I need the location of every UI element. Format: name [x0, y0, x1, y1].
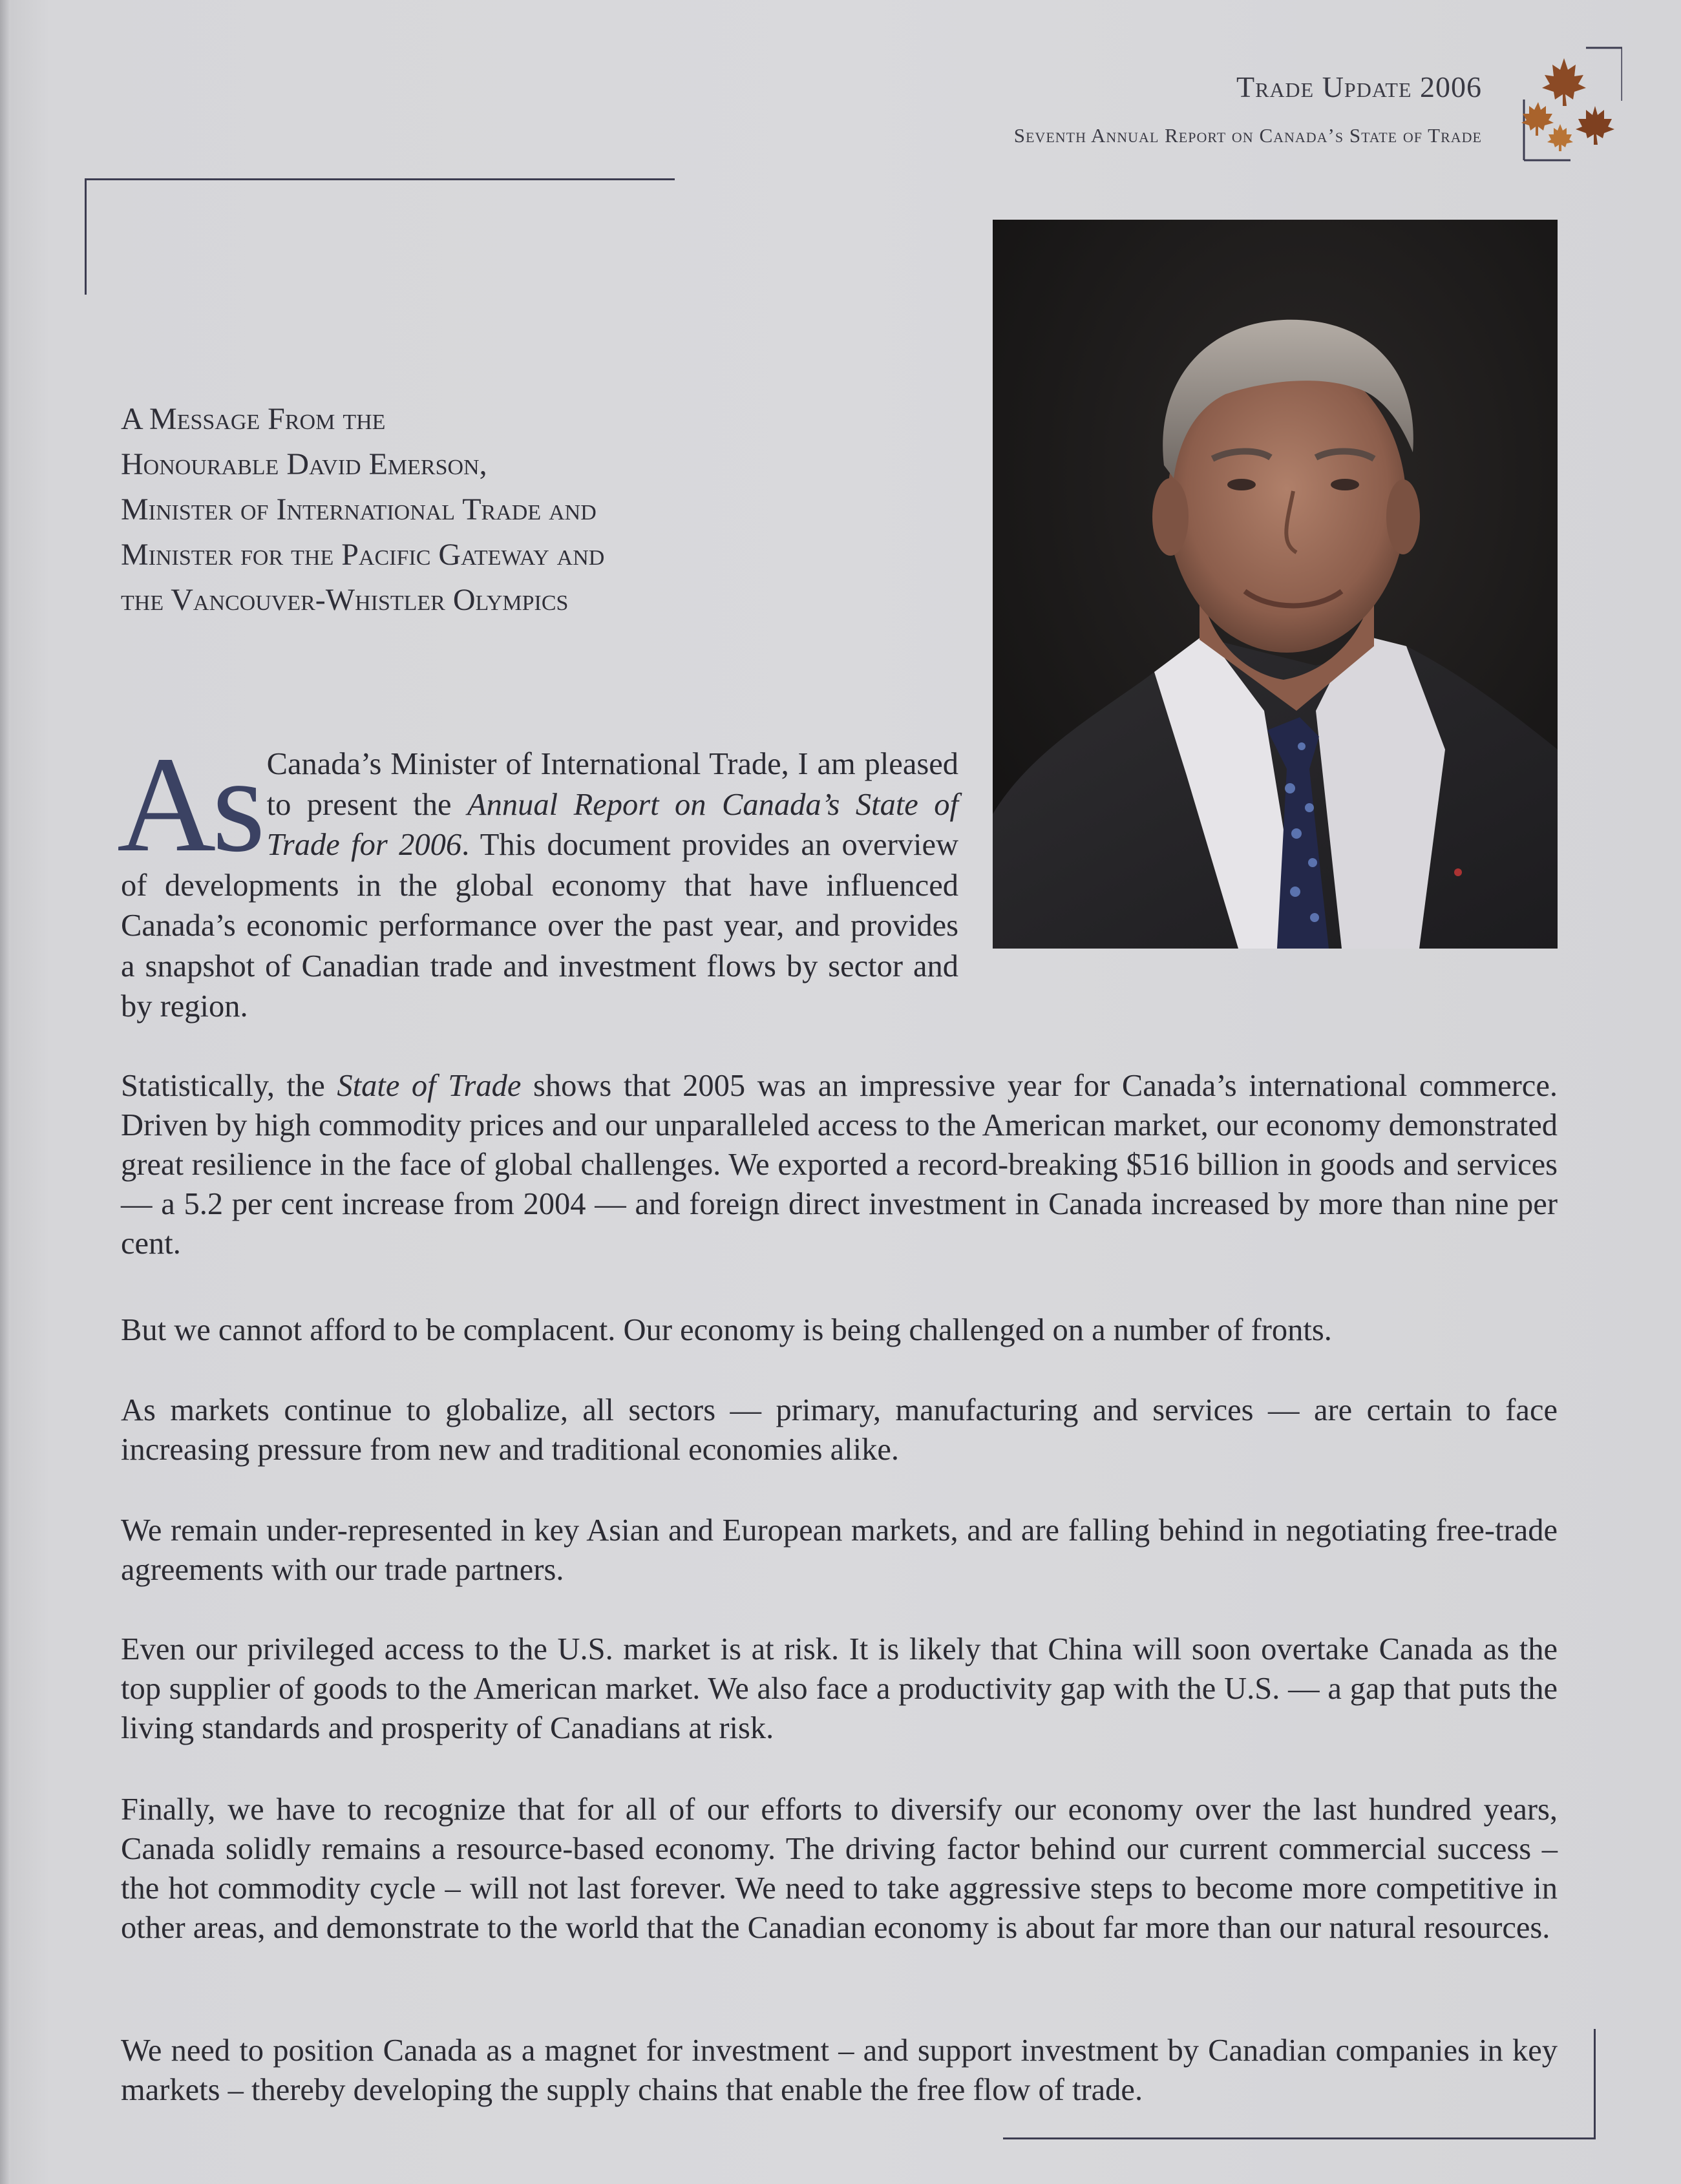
intro-paragraph [117, 728, 959, 1027]
paragraph-us-market: Even our privileged access to the U.S. market is at risk. It is likely that China will soon overtake Canada as the top supplier of goods to the American market. We also face a productivity gap with the U.S. — a gap that puts the living standards and prosperity of Canadians at risk. [121, 1632, 1558, 1745]
title-line-1: A Message From the [121, 402, 386, 436]
running-header-subtitle: Seventh Annual Report on Canada’s State of Trade [1013, 124, 1482, 147]
paragraph-complacent: But we cannot afford to be complacent. Our economy is being challenged on a number of fronts. [121, 1313, 1332, 1347]
drop-cap: As [117, 728, 262, 880]
paragraph-investment: We need to position Canada as a magnet for investment – and support investment by Canadian companies in key markets – thereby developing the supply chains that enable the free flow of trade. [121, 2033, 1558, 2107]
paragraph-resource-economy: Finally, we have to recognize that for all of our efforts to diversify our economy over the last hundred years, Canada solidly remains a resource-based economy. The driving factor behind our current commercial success – the hot commodity cycle – will not last forever. We need to take aggressive steps to become more competitive in other areas, and demonstrate to the world that the Canadian economy is about far more than our natural resources. [121, 1792, 1558, 1945]
paragraph-globalize: As markets continue to globalize, all sectors — primary, manufacturing and services — are certain to face increasing pressure from new and traditional economies alike. [121, 1393, 1558, 1467]
title-line-5: the Vancouver-Whistler Olympics [121, 583, 569, 617]
intro-text-2: . This document provides an overview of developments in the global economy that have influenced Canada’s economic performance over the past year, and provides a snapshot of Canadian trade and investment flows by sector and by region. [121, 828, 958, 1024]
title-line-4: Minister for the Pacific Gateway and [121, 538, 605, 572]
title-line-2: Honourable David Emerson, [121, 447, 487, 481]
p1-state-of-trade: State of Trade [337, 1069, 522, 1103]
frame-bottom-right-horizontal [1003, 2137, 1596, 2139]
running-header-title: Trade Update 2006 [1236, 70, 1482, 103]
paragraph-under-represented: We remain under-represented in key Asian and European markets, and are falling behind in negotiating free-trade agreements with our trade partners. [121, 1513, 1558, 1587]
intro-text-1: Canada’s Minister of International Trade, I am pleased to present the [266, 747, 958, 822]
report-title: Annual Report on Canada’s State of Trade for 2006 [266, 787, 959, 862]
frame-top-left-horizontal [85, 178, 675, 180]
frame-bottom-right-vertical [1594, 2029, 1596, 2139]
paragraph-statistics [121, 1066, 1558, 1263]
minister-portrait-photo [993, 220, 1558, 949]
page-spine-shadow [0, 0, 10, 2184]
frame-top-left-vertical [85, 178, 87, 295]
title-line-3: Minister of International Trade and [121, 492, 597, 527]
minister-title-block [121, 397, 929, 623]
p1-text-a: Statistically, the [121, 1069, 337, 1103]
maple-leaves-icon [1519, 47, 1622, 169]
p1-text-b: shows that 2005 was an impressive year for Canada’s international commerce. Driven by high commodity prices and our unparalleled access to the American market, our economy demonstrated great resilience in the face of global challenges. We exported a record-breaking $516 billion in goods and services — a 5.2 per cent increase from 2004 — and foreign direct investment in Canada increased by more than nine per cent. [121, 1069, 1558, 1261]
